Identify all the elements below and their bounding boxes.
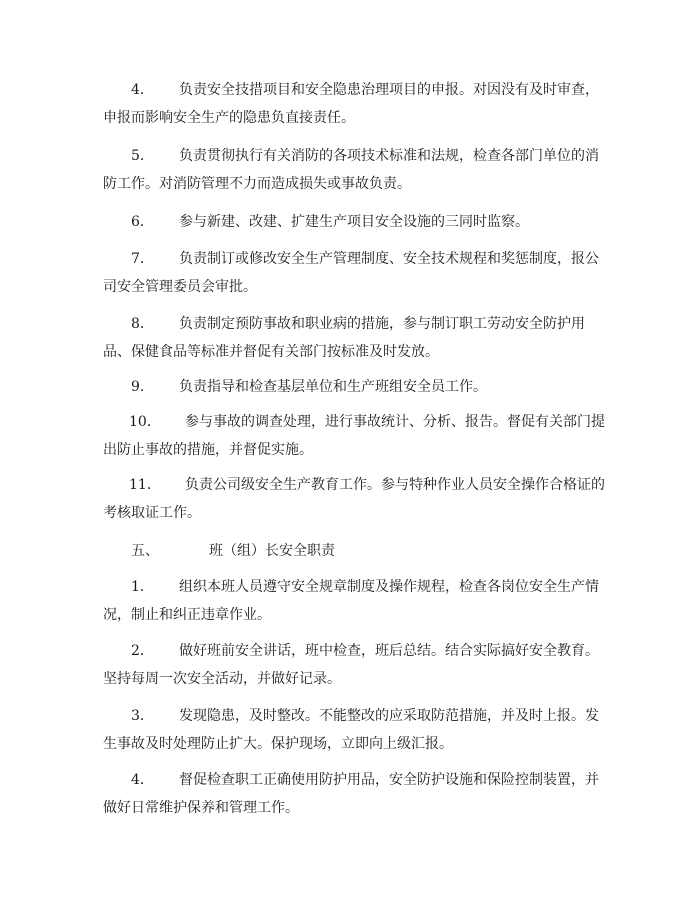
list-item — [103, 637, 598, 693]
list-item — [103, 373, 598, 401]
item-text-continued: 申报而影响安全生产的隐患负直接责任。 — [103, 110, 355, 126]
item-text: 负责制订或修改安全生产管理制度、安全技术规程和奖惩制度，报公 — [179, 251, 599, 267]
list-item — [103, 471, 605, 527]
item-number: 9． — [131, 379, 154, 395]
section-title: 班（组）长安全职责 — [209, 543, 335, 559]
item-text: 负责贯彻执行有关消防的各项技术标准和法规，检查各部门单位的消 — [179, 148, 599, 164]
item-text: 发现隐患，及时整改。不能整改的应采取防范措施，并及时上报。发 — [179, 708, 599, 724]
item-text: 做好班前安全讲话，班中检查，班后总结。结合实际搞好安全教育。 — [179, 643, 599, 659]
list-item — [103, 208, 598, 236]
item-text-continued: 司安全管理委员会审批。 — [103, 279, 257, 295]
item-text-continued: 防工作。对消防管理不力而造成损失或事故负责。 — [103, 176, 411, 192]
list-item — [103, 702, 598, 758]
item-number: 2． — [131, 643, 154, 659]
list-item — [103, 766, 598, 822]
item-text-continued: 品、保健食品等标准并督促有关部门按标准及时发放。 — [103, 344, 439, 360]
list-item — [103, 573, 598, 629]
item-text: 参与事故的调查处理，进行事故统计、分析、报告。督促有关部门提 — [185, 414, 605, 430]
item-text: 负责制定预防事故和职业病的措施，参与制订职工劳动安全防护用 — [179, 316, 585, 332]
item-number: 4． — [131, 772, 154, 788]
item-number: 5． — [131, 148, 154, 164]
section-number: 五、 — [131, 543, 159, 559]
item-text: 参与新建、改建、扩建生产项目安全设施的三同时监察。 — [179, 214, 529, 230]
list-item — [103, 408, 605, 464]
item-number: 8． — [131, 316, 154, 332]
section-heading — [103, 537, 598, 565]
item-number: 11． — [129, 477, 161, 493]
item-text-continued: 考核取证工作。 — [103, 505, 201, 521]
item-text-continued: 出防止事故的措施，并督促实施。 — [103, 442, 313, 458]
item-number: 7． — [131, 251, 154, 267]
item-text: 组织本班人员遵守安全规章制度及操作规程，检查各岗位安全生产情 — [179, 579, 599, 595]
list-item — [103, 76, 598, 132]
item-text-continued: 做好日常维护保养和管理工作。 — [103, 800, 299, 816]
item-text: 负责指导和检查基层单位和生产班组安全员工作。 — [179, 379, 487, 395]
item-text-continued: 生事故及时处理防止扩大。保护现场，立即向上级汇报。 — [103, 736, 453, 752]
item-number: 6． — [131, 214, 154, 230]
item-number: 4． — [131, 82, 154, 98]
item-text: 督促检查职工正确使用防护用品，安全防护设施和保险控制装置，并 — [179, 772, 599, 788]
item-text: 负责公司级安全生产教育工作。参与特种作业人员安全操作合格证的 — [185, 477, 605, 493]
item-number: 1． — [131, 579, 154, 595]
item-number: 10． — [129, 414, 161, 430]
list-item — [103, 310, 598, 366]
item-number: 3． — [131, 708, 154, 724]
item-text-continued: 况，制止和纠正违章作业。 — [103, 607, 271, 623]
item-text-continued: 坚持每周一次安全活动，并做好记录。 — [103, 671, 341, 687]
item-text: 负责安全技措项目和安全隐患治理项目的申报。对因没有及时审查， — [179, 82, 599, 98]
list-item — [103, 245, 598, 301]
list-item — [103, 142, 598, 198]
